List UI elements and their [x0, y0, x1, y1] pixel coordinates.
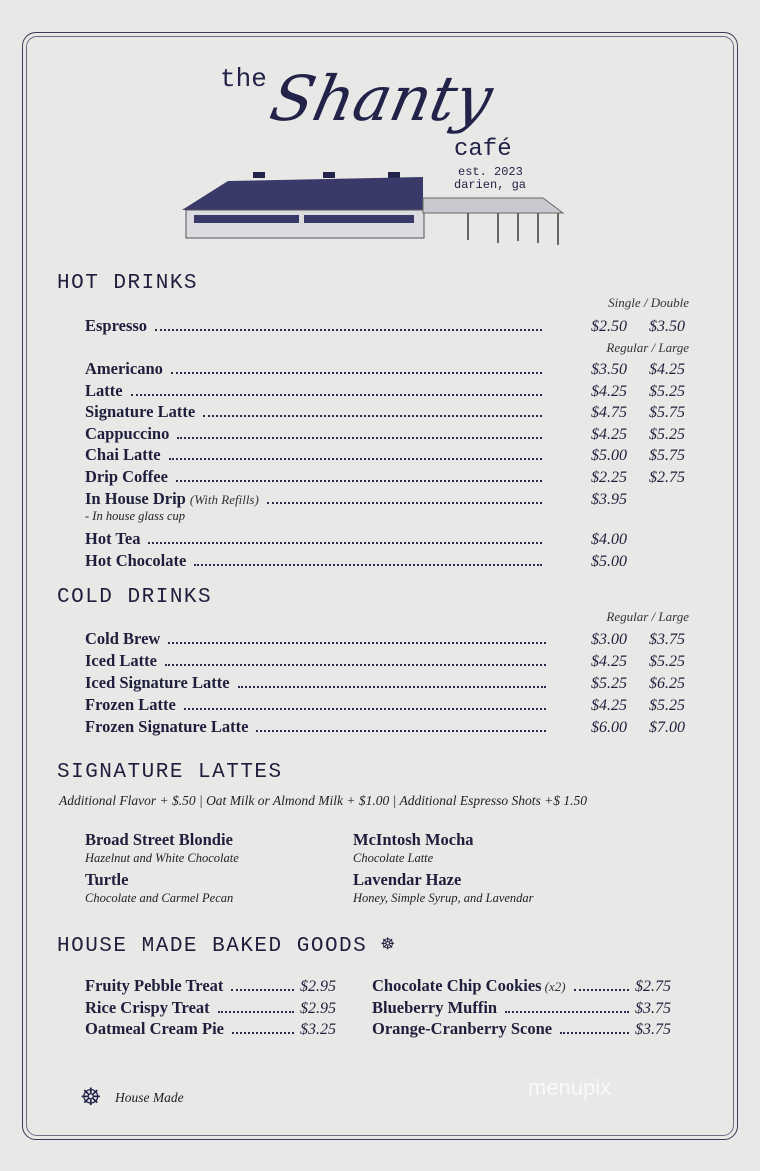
logo-location: darien, ga: [454, 178, 527, 192]
dot-leader: [231, 989, 294, 991]
ship-wheel-icon: ☸: [381, 935, 396, 958]
latte-name: Lavendar Haze: [353, 870, 462, 889]
price-large: $4.25: [649, 361, 685, 378]
baked-item-extra: (x2): [544, 979, 566, 994]
menu-item-name: Signature Latte: [85, 402, 196, 421]
dot-leader: [155, 329, 542, 331]
baked-item-price: $3.25: [300, 1021, 336, 1038]
cold-size-label: Regular / Large: [606, 609, 689, 624]
menu-item-name: Latte: [85, 381, 123, 400]
dot-leader: [169, 458, 542, 460]
dot-leader: [256, 730, 546, 732]
latte-description: Hazelnut and White Chocolate: [85, 851, 239, 865]
latte-description: Chocolate Latte: [353, 851, 434, 865]
price-large: $5.25: [649, 697, 685, 714]
menu-item-name: Espresso: [85, 316, 148, 335]
dot-leader: [267, 502, 542, 504]
baked-item-name: Orange-Cranberry Scone: [372, 1019, 553, 1038]
price-regular: $4.25: [591, 383, 627, 400]
dot-leader: [505, 1011, 629, 1013]
menu-item-name: Drip Coffee: [85, 467, 168, 486]
price-regular: $3.50: [591, 361, 627, 378]
dot-leader: [131, 394, 542, 396]
baked-item-price: $2.95: [300, 978, 336, 995]
price-regular: $4.25: [591, 426, 627, 443]
dot-leader: [165, 664, 546, 666]
price-regular: $2.50: [591, 318, 627, 335]
size-label-regular-large: Regular / Large: [606, 340, 689, 355]
price-large: $5.25: [649, 426, 685, 443]
price-large: $5.75: [649, 404, 685, 421]
cold-drinks-heading: COLD DRINKS: [57, 586, 213, 609]
menu-item-name: Hot Tea: [85, 529, 141, 548]
latte-name: Turtle: [85, 870, 129, 889]
baked-item-price: $2.75: [635, 978, 671, 995]
dot-leader: [168, 642, 546, 644]
price-regular: $5.00: [591, 553, 627, 570]
dot-leader: [171, 372, 542, 374]
dot-leader: [176, 480, 542, 482]
logo-the: the: [220, 64, 267, 94]
dot-leader: [238, 686, 546, 688]
dot-leader: [218, 1011, 294, 1013]
menu-item-name: Iced Signature Latte: [85, 673, 230, 692]
dot-leader: [203, 415, 542, 417]
menu-item-name: Cappuccino: [85, 424, 170, 443]
latte-description: Chocolate and Carmel Pecan: [85, 891, 234, 905]
price-regular: $3.95: [591, 491, 627, 508]
menu-item-name: Frozen Signature Latte: [85, 717, 249, 736]
price-regular: $4.25: [591, 697, 627, 714]
price-large: $5.25: [649, 383, 685, 400]
menu-item-name: Chai Latte: [85, 445, 161, 464]
addons-note: Additional Flavor + $.50 | Oat Milk or Almond Milk + $1.00 | Additional Espresso Shots +$ 1.50: [59, 793, 587, 808]
menu-item-name: Iced Latte: [85, 651, 157, 670]
price-regular: $5.25: [591, 675, 627, 692]
menu-item-name: Hot Chocolate: [85, 551, 187, 570]
latte-name: McIntosh Mocha: [353, 830, 474, 849]
baked-item-price: $3.75: [635, 1021, 671, 1038]
menu-item-name: In House Drip (With Refills): [85, 489, 259, 508]
logo-est: est. 2023: [458, 165, 523, 179]
price-large: $6.25: [649, 675, 685, 692]
price-regular: $6.00: [591, 719, 627, 736]
baked-item-name: Blueberry Muffin: [372, 997, 498, 1017]
price-regular: $2.25: [591, 469, 627, 486]
price-large: $2.75: [649, 469, 685, 486]
baked-item-name: Rice Crispy Treat: [85, 997, 210, 1017]
dot-leader: [184, 708, 546, 710]
price-regular: $4.00: [591, 531, 627, 548]
dot-leader: [560, 1032, 629, 1034]
baked-item-name: Chocolate Chip Cookies (x2): [372, 976, 566, 995]
dot-leader: [194, 564, 542, 566]
logo-script: Shanty: [264, 62, 500, 135]
legend-house-made: House Made: [115, 1090, 184, 1105]
logo-cafe: café: [454, 136, 512, 163]
menu-item-note: - In house glass cup: [85, 509, 185, 523]
price-large: $7.00: [649, 719, 685, 736]
menu-item-name: Americano: [85, 359, 163, 378]
menu-item-name: Cold Brew: [85, 629, 161, 648]
latte-name: Broad Street Blondie: [85, 830, 233, 849]
baked-item-price: $2.95: [300, 999, 336, 1017]
dot-leader: [148, 542, 542, 544]
signature-lattes-heading: SIGNATURE LATTES: [57, 761, 283, 784]
dot-leader: [177, 437, 542, 439]
baked-item-name: Fruity Pebble Treat: [85, 976, 224, 995]
price-regular: $3.00: [591, 631, 627, 648]
price-large: $5.75: [649, 447, 685, 464]
price-regular: $4.25: [591, 653, 627, 670]
menu-item-extra: (With Refills): [189, 492, 259, 507]
watermark: menupix: [528, 1075, 612, 1100]
menu-item-name: Frozen Latte: [85, 695, 176, 714]
price-regular: $5.00: [591, 447, 627, 464]
price-large: $3.50: [649, 318, 685, 335]
price-large: $3.75: [649, 631, 685, 648]
price-large: $5.25: [649, 653, 685, 670]
dot-leader: [232, 1032, 294, 1034]
baked-item-name: Oatmeal Cream Pie: [85, 1019, 224, 1038]
baked-goods-heading: HOUSE MADE BAKED GOODS ☸: [57, 935, 396, 958]
latte-description: Honey, Simple Syrup, and Lavendar: [353, 891, 534, 905]
hot-drinks-heading: HOT DRINKS: [57, 272, 199, 295]
dot-leader: [574, 989, 629, 991]
size-label-single-double: Single / Double: [608, 295, 689, 310]
building-illustration: [178, 165, 568, 250]
ship-wheel-icon: ☸: [80, 1085, 102, 1111]
baked-item-price: $3.75: [635, 999, 671, 1017]
price-regular: $4.75: [591, 404, 627, 421]
